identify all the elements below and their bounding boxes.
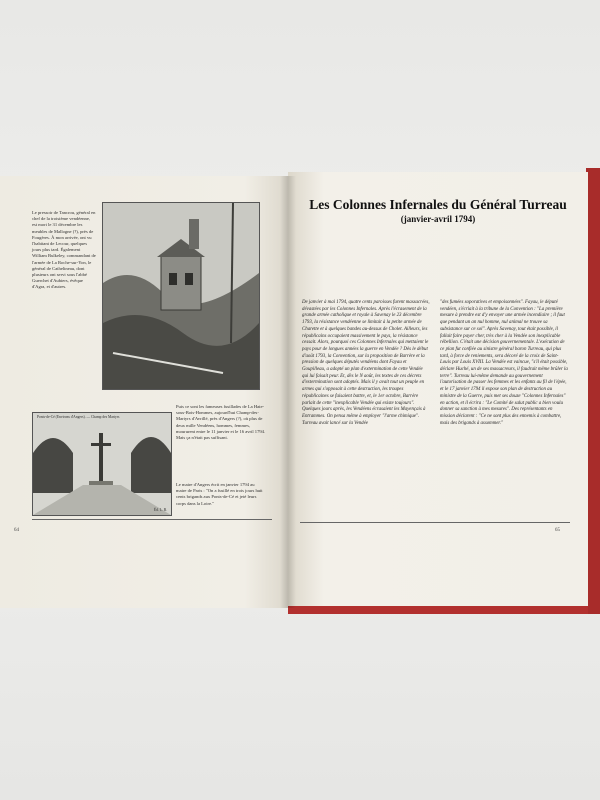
book-cover-edge bbox=[586, 168, 600, 614]
left-page-rule bbox=[32, 519, 272, 520]
memorial-postcard-photo bbox=[32, 412, 172, 516]
farmhouse-illustration bbox=[103, 203, 259, 389]
right-page-number: 65 bbox=[555, 528, 560, 533]
chapter-title: Les Colonnes Infernales du Général Turreau bbox=[309, 197, 567, 212]
text-column-2: "des fumées soporatives et empoisonnées". Fayau, le député vendéen, s'écriait à la tribune de la Convention : "La première mesure à prendre est d'y envoyer une armée incendiaire ; il faut que pendant un an nul homme, nul animal ne trouve sa subsistance sur ce sol". Après Savenay, tout était possible, il fallait faire payer cher, très cher à la Vendée son inexplicable rébellion. C'était une décision gouvernementale. L'exécution de ce plan fut confiée au sinistre général baron Turreau, qui plus tard, à force de reniements, sera décoré de la croix de Saint-Louis par Louis XVIII. La Vendée est vaincue, "s'il était possible, déclare Huché, un de ses massacreurs, il faudrait même brûler la terre". Turreau lui-même demande au gouvernement l'autorisation de passer les femmes et les enfants au fil de l'épée, et le 17 janvier 1794 il expose son plan de destruction au ministre de la Guerre, puis met ses douze "Colonnes Infernales" en action, et il écrira : "Le Comité de salut public a bien voulu donner sa sanction à mes mesures". Des représentants en mission déclarent : "Ce ne sont plus des ennemis à combattre, mais des brigands à assommer." bbox=[440, 300, 568, 426]
chapter-subtitle: (janvier-avril 1794) bbox=[400, 214, 476, 224]
caption-bottom: Le maire d'Angers écrit en janvier 1794 au maire de Paris : "On a fusillé en trois jours huit cents brigands aux Ponts-de-Cé et jeté leurs corps dans la Loire." bbox=[176, 482, 263, 506]
right-page-rule bbox=[300, 522, 570, 523]
memorial-illustration bbox=[33, 413, 171, 515]
book-bottom-edge bbox=[288, 606, 588, 614]
postcard-label: Ponts-de-Cé (Environs d'Angers). — Champ des Martyrs bbox=[37, 415, 120, 419]
postcard-credit: Éd. L. B. bbox=[153, 507, 167, 512]
caption-top: Le pressoir de Tancrou, général en chef de la troisième vendéenne, est mort le 31 décembre les meubles de Mallogne (?), près de Fougères. À mon arrivée, ont vu l'habitant de Lecour, quelques jours plus tard. Également William Bulkeley, commandant de l'armée de La Roche-sur-Yon, le général de Cathelineau, dont plusieurs ont servi sous l'abbé Guerchet d'Aubiers, évêque d'Agra, et d'autres. bbox=[32, 210, 96, 290]
left-page-number: 64 bbox=[14, 528, 19, 533]
caption-mid: Puis ce sont les fameuses fusillades de La Haie-sous-Bois-Hommes, aujourd'hui Champ-des-Martyrs d'Avrillé, près d'Angers (?), où plus de deux mille Vendéens, hommes, femmes, moururent entre le 11 janvier et le 16 avril 1794. Mais ça n'était pas suffisant. bbox=[176, 404, 266, 441]
farmhouse-photo bbox=[102, 202, 260, 390]
text-column-1: De janvier à mai 1794, quatre cents paroisses furent massacrées, dévastées par les Colonnes Infernales. Après l'écrasement de la grande armée catholique et royale à Savenay le 23 décembre 1793, la résistance vendéenne se limitait à la petite armée de Charette et à quelques bandes au-dessus de Cholet. Ailleurs, les républicains occupaient massivement le pays, la résistance cessait. Alors, pourquoi ces Colonnes Infernales qui mettaient le pays pour de longues années la guerre en Vendée ? Dès le début d'août 1793, la Convention, sur la proposition de Barrère et la pression de quelques députés vendéens dont Fayau et Goupilleau, a adopté un plan d'extermination de cette Vendée qui lui faisait peur. Et, dès le N août, les textes de ces décrets d'extermination sont adoptés. Mais il y avait tout un peuple en armes qui s'opposait à cette destruction, les troupes républicaines se faisaient battre, et, le 1er octobre, Barrère parlait de cette "inexplicable Vendée qui existe toujours". Quelques jours après, les Vendéens écrasaient les Mayençais à Entrammes. On pensa même à employer "l'arme chimique". Turreau avait lancé sur la Vendée bbox=[302, 300, 430, 426]
book-gutter bbox=[280, 176, 296, 608]
